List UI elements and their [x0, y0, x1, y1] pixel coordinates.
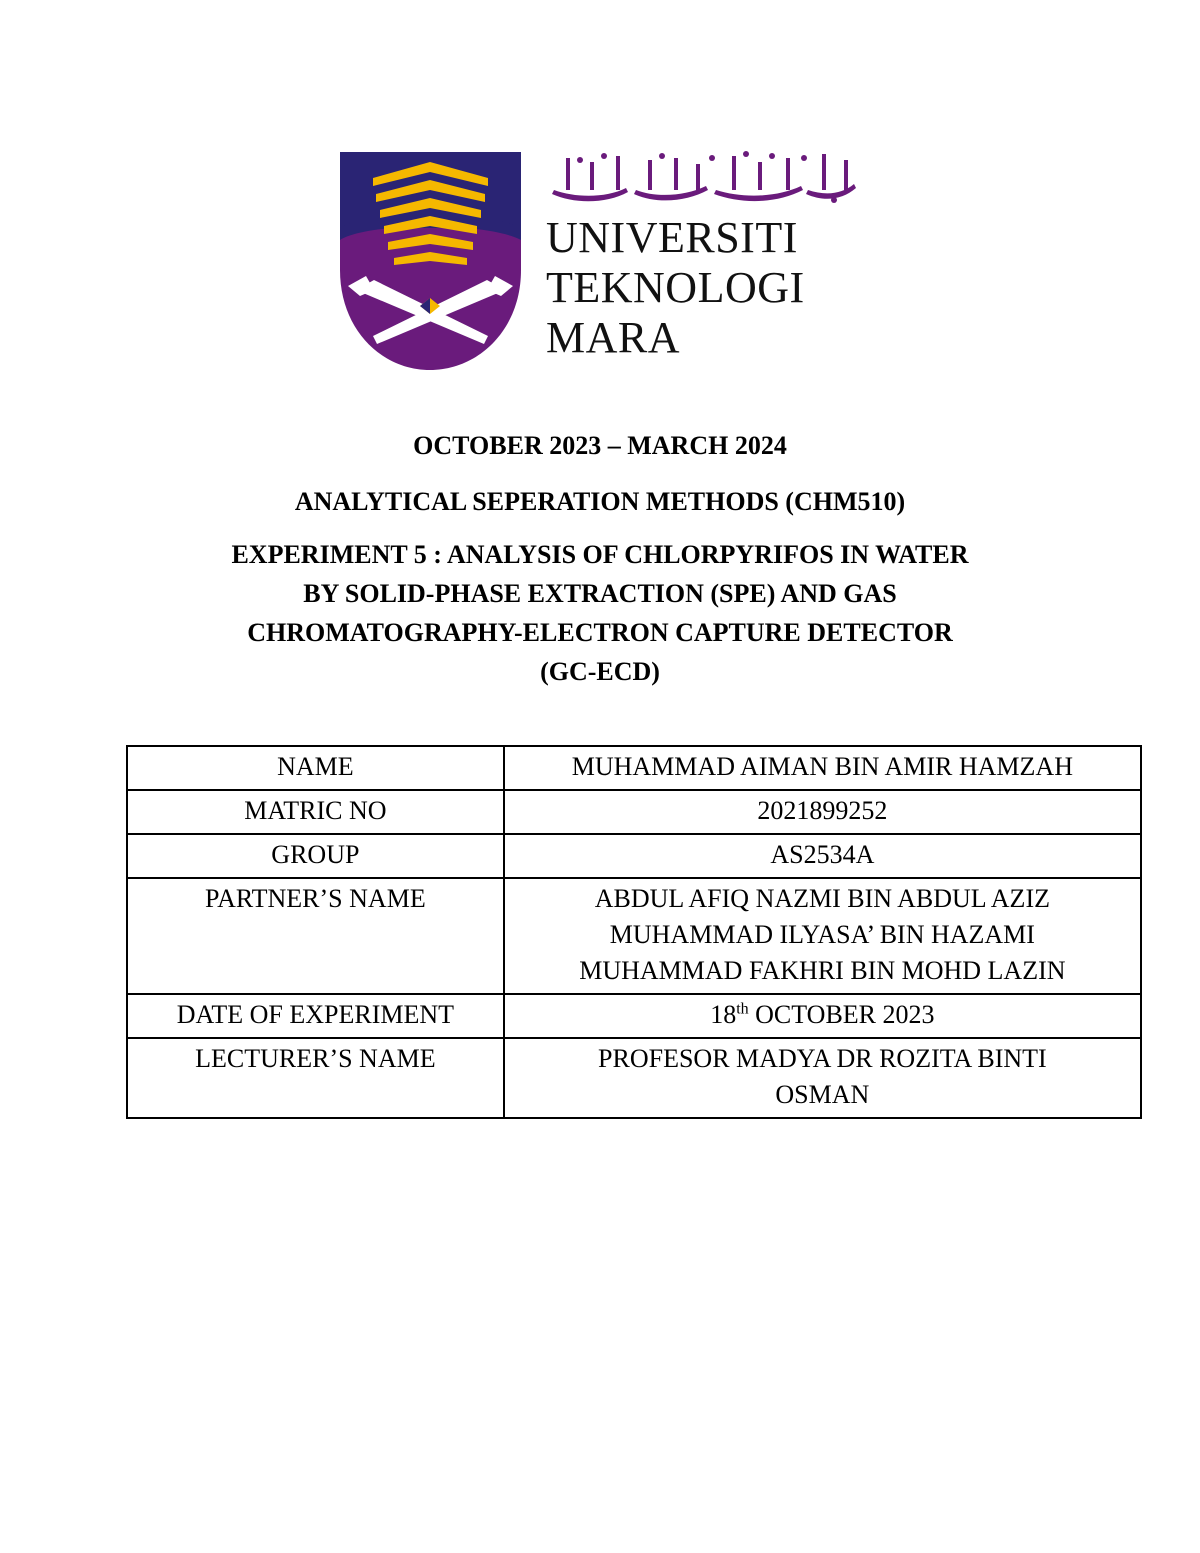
table-row [127, 1038, 1141, 1118]
uitm-logo [338, 150, 868, 375]
lecturer-name-line: PROFESOR MADYA DR ROZITA BINTI [598, 1044, 1047, 1073]
logo-name-line1: UNIVERSITI [546, 213, 798, 262]
table-row [127, 994, 1141, 1038]
row-label: DATE OF EXPERIMENT [127, 994, 504, 1038]
partner-name: MUHAMMAD ILYASA’ BIN HAZAMI [609, 920, 1035, 949]
semester-period: OCTOBER 2023 – MARCH 2024 [413, 431, 787, 460]
row-label: LECTURER’S NAME [127, 1038, 504, 1118]
table-row [127, 746, 1141, 790]
uitm-crest-icon [338, 150, 523, 372]
row-label: PARTNER’S NAME [127, 878, 504, 994]
lecturer-name-line: OSMAN [775, 1080, 870, 1109]
jawi-script-wordmark [546, 150, 858, 205]
course-title: ANALYTICAL SEPERATION METHODS (CHM510) [294, 487, 906, 516]
row-value [504, 1038, 1141, 1118]
row-value: 2021899252 [504, 790, 1141, 834]
table-row [127, 878, 1141, 994]
student-info-table [126, 745, 1142, 1119]
table-row [127, 790, 1141, 834]
partner-name: MUHAMMAD FAKHRI BIN MOHD LAZIN [579, 956, 1066, 985]
row-label: GROUP [127, 834, 504, 878]
logo-wordmark [546, 150, 866, 375]
date-ordinal-suffix: th [736, 1000, 749, 1018]
row-value: MUHAMMAD AIMAN BIN AMIR HAMZAH [504, 746, 1141, 790]
row-value [504, 994, 1141, 1038]
experiment-title [100, 535, 1100, 691]
date-day: 18 [710, 1000, 737, 1029]
date-month-year: OCTOBER 2023 [748, 1000, 935, 1029]
experiment-title-line: (GC-ECD) [540, 657, 660, 686]
logo-name-line2: TEKNOLOGI [546, 263, 805, 312]
partner-name: ABDUL AFIQ NAZMI BIN ABDUL AZIZ [594, 884, 1050, 913]
row-label: MATRIC NO [127, 790, 504, 834]
row-value [504, 878, 1141, 994]
row-value: AS2534A [504, 834, 1141, 878]
experiment-title-line: BY SOLID-PHASE EXTRACTION (SPE) AND GAS [303, 579, 897, 608]
logo-name-line3: MARA [546, 313, 681, 362]
experiment-title-line: CHROMATOGRAPHY-ELECTRON CAPTURE DETECTOR [247, 618, 953, 647]
row-label: NAME [127, 746, 504, 790]
table-row [127, 834, 1141, 878]
experiment-title-line: EXPERIMENT 5 : ANALYSIS OF CHLORPYRIFOS IN WATER [231, 540, 969, 569]
